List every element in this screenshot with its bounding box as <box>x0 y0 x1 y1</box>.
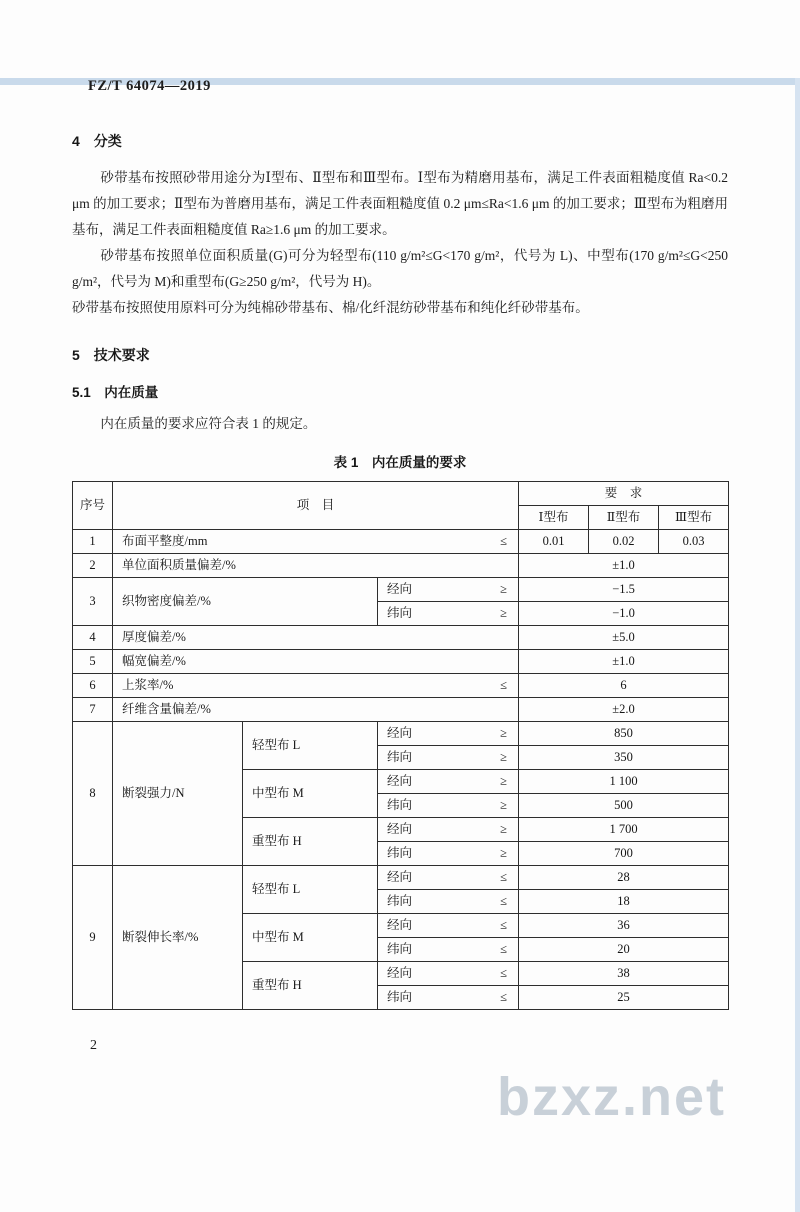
section-4-paragraph-3: 砂带基布按照使用原料可分为纯棉砂带基布、棉/化纤混纺砂带基布和纯化纤砂带基布。 <box>72 300 589 315</box>
table-row <box>73 626 729 650</box>
row-no: 3 <box>73 578 113 626</box>
row-subtype: 重型布 H <box>243 818 378 866</box>
row-value: 350 <box>519 746 729 770</box>
direction-label: 经向 <box>387 773 413 788</box>
standard-number: FZ/T 64074—2019 <box>88 78 211 94</box>
direction-label: 纬向 <box>387 605 413 620</box>
op-symbol: ≤ <box>500 893 508 908</box>
direction-label: 纬向 <box>387 893 413 908</box>
op-symbol: ≤ <box>500 917 508 932</box>
item-label: 布面平整度/mm <box>122 533 208 548</box>
op-symbol: ≥ <box>500 797 508 812</box>
row-item: 纤维含量偏差/% <box>113 698 519 722</box>
row-value: 500 <box>519 794 729 818</box>
row-no: 7 <box>73 698 113 722</box>
row-value: −1.5 <box>519 578 729 602</box>
direction-label: 经向 <box>387 821 413 836</box>
op-symbol: ≥ <box>500 821 508 836</box>
header-no: 序号 <box>73 482 113 530</box>
row-item: 织物密度偏差/% <box>113 578 378 626</box>
direction-label: 纬向 <box>387 989 413 1004</box>
row-value: 18 <box>519 890 729 914</box>
op-symbol: ≥ <box>500 749 508 764</box>
row-value: 6 <box>519 674 729 698</box>
table-row <box>73 866 729 890</box>
row-subtype: 轻型布 L <box>243 722 378 770</box>
row-value: 1 700 <box>519 818 729 842</box>
row-no: 8 <box>73 722 113 866</box>
row-value: ±2.0 <box>519 698 729 722</box>
direction-label: 纬向 <box>387 749 413 764</box>
row-value: 0.01 <box>519 530 589 554</box>
row-value: 850 <box>519 722 729 746</box>
op-symbol: ≥ <box>500 605 508 620</box>
row-no: 9 <box>73 866 113 1010</box>
table-row <box>73 698 729 722</box>
direction-label: 纬向 <box>387 845 413 860</box>
row-direction <box>378 842 519 866</box>
row-no: 6 <box>73 674 113 698</box>
row-value: 36 <box>519 914 729 938</box>
row-subtype: 中型布 M <box>243 914 378 962</box>
op-symbol: ≤ <box>500 869 508 884</box>
direction-label: 纬向 <box>387 797 413 812</box>
row-value: 20 <box>519 938 729 962</box>
row-value: 38 <box>519 962 729 986</box>
row-item: 厚度偏差/% <box>113 626 519 650</box>
row-value: 700 <box>519 842 729 866</box>
table-header-row-1 <box>73 482 729 506</box>
op-symbol: ≥ <box>500 581 508 596</box>
section-4-paragraph-2: 砂带基布按照单位面积质量(G)可分为轻型布(110 g/m²≤G<170 g/m²，代号为 L)、中型布(170 g/m²≤G<250 g/m²，代号为 M)和重型布(G≥250 g/m²，代号为 H)。 <box>72 248 728 289</box>
row-no: 4 <box>73 626 113 650</box>
table-row <box>73 578 729 602</box>
row-value: 25 <box>519 986 729 1010</box>
row-value: 28 <box>519 866 729 890</box>
row-direction <box>378 578 519 602</box>
row-direction <box>378 770 519 794</box>
row-no: 1 <box>73 530 113 554</box>
table-row <box>73 530 729 554</box>
row-direction <box>378 986 519 1010</box>
row-direction <box>378 866 519 890</box>
page-number: 2 <box>90 1038 97 1053</box>
row-direction <box>378 794 519 818</box>
op-symbol: ≤ <box>500 677 508 692</box>
direction-label: 经向 <box>387 965 413 980</box>
table-row <box>73 722 729 746</box>
direction-label: 经向 <box>387 725 413 740</box>
row-item <box>113 674 519 698</box>
row-value: ±1.0 <box>519 650 729 674</box>
direction-label: 经向 <box>387 869 413 884</box>
row-no: 2 <box>73 554 113 578</box>
row-subtype: 轻型布 L <box>243 866 378 914</box>
section-5-1-heading: 5.1 内在质量 <box>72 385 159 400</box>
table-1 <box>72 481 729 1010</box>
table-1-caption: 表 1 内在质量的要求 <box>333 455 467 470</box>
op-symbol: ≤ <box>500 965 508 980</box>
section-5-1-paragraph: 内在质量的要求应符合表 1 的规定。 <box>100 416 317 431</box>
table-row <box>73 674 729 698</box>
header-item: 项 目 <box>113 482 519 530</box>
op-symbol: ≤ <box>500 989 508 1004</box>
op-symbol: ≤ <box>500 941 508 956</box>
row-direction <box>378 914 519 938</box>
row-direction <box>378 746 519 770</box>
table-row <box>73 650 729 674</box>
row-direction <box>378 890 519 914</box>
row-item: 单位面积质量偏差/% <box>113 554 519 578</box>
row-item: 断裂伸长率/% <box>113 866 243 1010</box>
row-value: ±1.0 <box>519 554 729 578</box>
row-direction <box>378 962 519 986</box>
row-value: 0.02 <box>589 530 659 554</box>
direction-label: 经向 <box>387 917 413 932</box>
op-symbol: ≥ <box>500 725 508 740</box>
page-content <box>0 78 800 1054</box>
item-label: 上浆率/% <box>122 677 174 692</box>
row-direction <box>378 818 519 842</box>
watermark: bzxz.net <box>496 1067 726 1127</box>
header-type-1: Ⅰ型布 <box>519 506 589 530</box>
header-type-3: Ⅲ型布 <box>659 506 729 530</box>
row-value: 0.03 <box>659 530 729 554</box>
row-item <box>113 530 519 554</box>
row-subtype: 中型布 M <box>243 770 378 818</box>
row-direction <box>378 602 519 626</box>
table-row <box>73 554 729 578</box>
op-symbol: ≥ <box>500 773 508 788</box>
row-value: 1 100 <box>519 770 729 794</box>
direction-label: 经向 <box>387 581 413 596</box>
section-5-heading: 5 技术要求 <box>72 347 150 363</box>
header-requirement: 要 求 <box>519 482 729 506</box>
document-page <box>0 78 800 1212</box>
row-direction <box>378 722 519 746</box>
row-no: 5 <box>73 650 113 674</box>
row-value: −1.0 <box>519 602 729 626</box>
row-item: 幅宽偏差/% <box>113 650 519 674</box>
op-symbol: ≤ <box>500 533 508 548</box>
direction-label: 纬向 <box>387 941 413 956</box>
row-direction <box>378 938 519 962</box>
header-type-2: Ⅱ型布 <box>589 506 659 530</box>
section-4-heading: 4 分类 <box>72 133 122 149</box>
row-subtype: 重型布 H <box>243 962 378 1010</box>
row-value: ±5.0 <box>519 626 729 650</box>
row-item: 断裂强力/N <box>113 722 243 866</box>
op-symbol: ≥ <box>500 845 508 860</box>
section-4-paragraph-1: 砂带基布按照砂带用途分为Ⅰ型布、Ⅱ型布和Ⅲ型布。Ⅰ型布为精磨用基布，满足工件表面粗糙度值 Ra<0.2 μm 的加工要求；Ⅱ型布为普磨用基布，满足工件表面粗糙度值 0.2 μm≤Ra<1.6 μm 的加工要求；Ⅲ型布为粗磨用基布，满足工件表面粗糙度值 Ra≥1.6 μm 的加工要求。 <box>72 170 728 237</box>
